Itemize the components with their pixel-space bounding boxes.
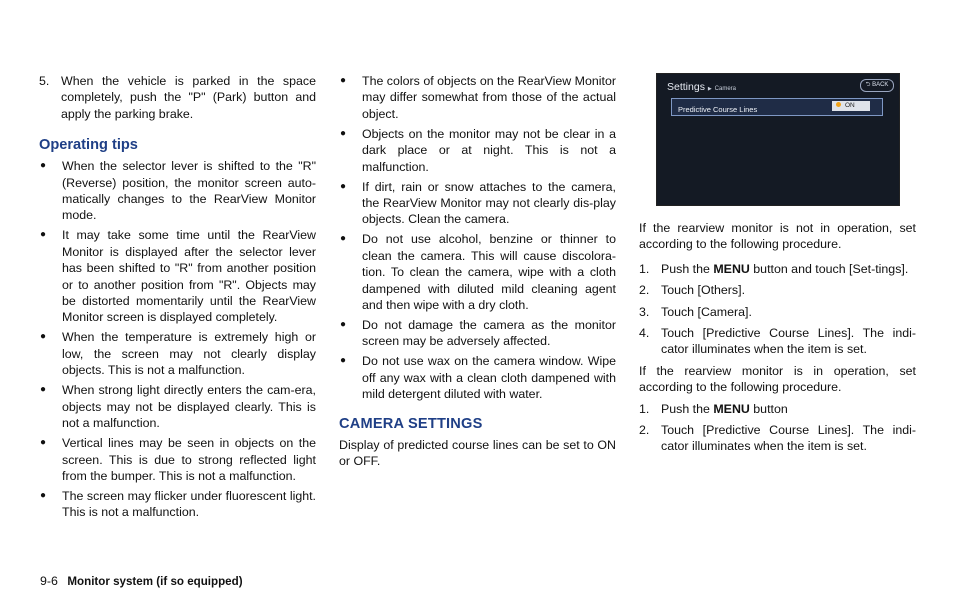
tip-text: When strong light directly enters the cam-era, objects may not be displayed clearly. This is not a malfunction. — [62, 383, 316, 431]
bullet-icon: ● — [40, 437, 47, 449]
page-footer — [40, 574, 243, 588]
screen-subtitle: Camera — [714, 86, 736, 92]
tip-text: It may take some time until the RearView Monitor is displayed after the selector lever has been shifted to "R" from another position or to another position from "R". Objects may be distorted momentarily until the RearView Monitor screen is displayed completely. — [62, 228, 316, 325]
step-text — [661, 401, 916, 417]
list-item — [339, 353, 616, 402]
list-item — [639, 304, 916, 320]
list-item — [639, 282, 916, 298]
column-middle — [339, 73, 616, 473]
list-item — [39, 329, 316, 378]
footer-title: Monitor system (if so equipped) — [67, 575, 243, 588]
list-item — [639, 422, 916, 455]
list-item — [639, 261, 916, 277]
step-number: 3. — [639, 304, 650, 319]
step-text: Touch [Camera]. — [661, 304, 752, 319]
bullet-icon: ● — [340, 180, 347, 192]
step-5 — [39, 73, 316, 122]
camera-settings-text: Display of predicted course lines can be set to ON or OFF. — [339, 437, 616, 469]
tip-text: Do not damage the camera as the monitor screen may be adversely affected. — [362, 318, 616, 349]
tip-text: Vertical lines may be seen in objects on the screen. This is due to strong reflected light from the bumper. This is not a malfunction. — [62, 436, 316, 483]
bullet-icon: ● — [40, 384, 47, 396]
list-item — [339, 179, 616, 228]
back-button — [860, 79, 894, 92]
screen-title — [667, 79, 736, 97]
back-arrow-icon: ⮌ — [865, 82, 871, 88]
step-text — [661, 261, 916, 277]
breadcrumb-arrow-icon: ▶ — [707, 86, 712, 92]
step-number: 1. — [639, 261, 650, 276]
tip-text: Do not use alcohol, benzine or thinner to clean the camera. This will cause discolora-tion. To clean the camera, wipe with a cloth dampened with diluted mild cleaning agent and then wipe with a dry cloth. — [362, 232, 616, 313]
list-item — [639, 325, 916, 358]
tip-text: Objects on the monitor may not be clear in a dark place or at night. This is not a malfunction. — [362, 126, 616, 174]
predictive-course-lines-row — [671, 98, 883, 116]
tip-text: If dirt, rain or snow attaches to the camera, the RearView Monitor may not clearly dis-play objects. Clean the camera. — [362, 179, 616, 227]
tip-text: When the selector lever is shifted to the "R" (Reverse) position, the monitor screen auto-matically changes to the RearView Monitor mode. — [62, 159, 316, 223]
step-number: 2. — [639, 423, 650, 438]
intro-in-operation: If the rearview monitor is in operation, set according to the following procedure. — [639, 363, 916, 395]
menu-button-label: MENU — [713, 261, 750, 276]
list-item — [39, 488, 316, 521]
screen-title-text: Settings — [667, 81, 705, 93]
tip-text: The colors of objects on the RearView Monitor may differ somewhat from those of the actual object. — [362, 74, 616, 121]
list-item — [339, 73, 616, 122]
list-item — [39, 382, 316, 431]
bullet-icon: ● — [40, 331, 47, 343]
list-item — [39, 158, 316, 224]
procedure-list-1 — [639, 261, 916, 358]
back-label: BACK — [872, 82, 889, 88]
settings-screen-image — [656, 73, 900, 206]
list-item — [339, 317, 616, 350]
list-item — [339, 231, 616, 313]
menu-button-label: MENU — [713, 401, 750, 416]
step-text: Touch [Predictive Course Lines]. The indi-cator illuminates when the item is set. — [661, 326, 916, 357]
column-left — [39, 73, 316, 524]
indicator-light-icon — [836, 102, 841, 107]
bullet-icon: ● — [340, 127, 347, 139]
status-indicator — [832, 101, 870, 111]
bullet-icon: ● — [40, 229, 47, 241]
step-text-pre: Push the — [661, 401, 714, 416]
bullet-icon: ● — [340, 319, 347, 331]
tip-text: When the temperature is extremely high or low, the screen may not clearly display objects. This is not a malfunction. — [62, 330, 316, 378]
tip-text: Do not use wax on the camera window. Wipe off any wax with a clean cloth dampened with mild detergent diluted with water. — [362, 354, 616, 402]
row-label: Predictive Course Lines — [678, 105, 758, 114]
step-number: 4. — [639, 326, 650, 341]
intro-not-in-operation: If the rearview monitor is not in operation, set according to the following procedure. — [639, 221, 916, 252]
step-text-post: button — [749, 401, 788, 416]
bullet-icon: ● — [40, 160, 47, 172]
list-item — [639, 401, 916, 417]
tip-text: The screen may flicker under fluorescent light. This is not a malfunction. — [62, 488, 316, 520]
bullet-icon: ● — [340, 355, 347, 367]
operating-tips-heading: Operating tips — [39, 137, 138, 154]
list-item — [339, 126, 616, 175]
camera-settings-heading: CAMERA SETTINGS — [339, 415, 483, 432]
step-number: 1. — [639, 401, 650, 416]
procedure-list-2 — [639, 401, 916, 455]
step-text: Touch [Predictive Course Lines]. The indi-cator illuminates when the item is set. — [661, 423, 916, 454]
step-text-pre: Push the — [661, 261, 714, 276]
step-text-post: button and touch [Set-tings]. — [749, 261, 909, 276]
step-number: 2. — [639, 283, 650, 298]
column-right — [639, 73, 916, 460]
operating-tips-list — [39, 158, 316, 521]
list-item — [39, 435, 316, 484]
list-item — [39, 227, 316, 325]
step-number: 5. — [39, 74, 50, 88]
indicator-value: ON — [845, 102, 855, 109]
bullet-icon: ● — [340, 233, 347, 245]
step-text: Touch [Others]. — [661, 283, 746, 298]
camera-tips-list — [339, 73, 616, 403]
bullet-icon: ● — [340, 75, 347, 86]
bullet-icon: ● — [40, 489, 47, 501]
step-text: When the vehicle is parked in the space completely, push the "P" (Park) button and apply the parking brake. — [61, 74, 316, 121]
page-number: 9-6 — [40, 574, 58, 588]
